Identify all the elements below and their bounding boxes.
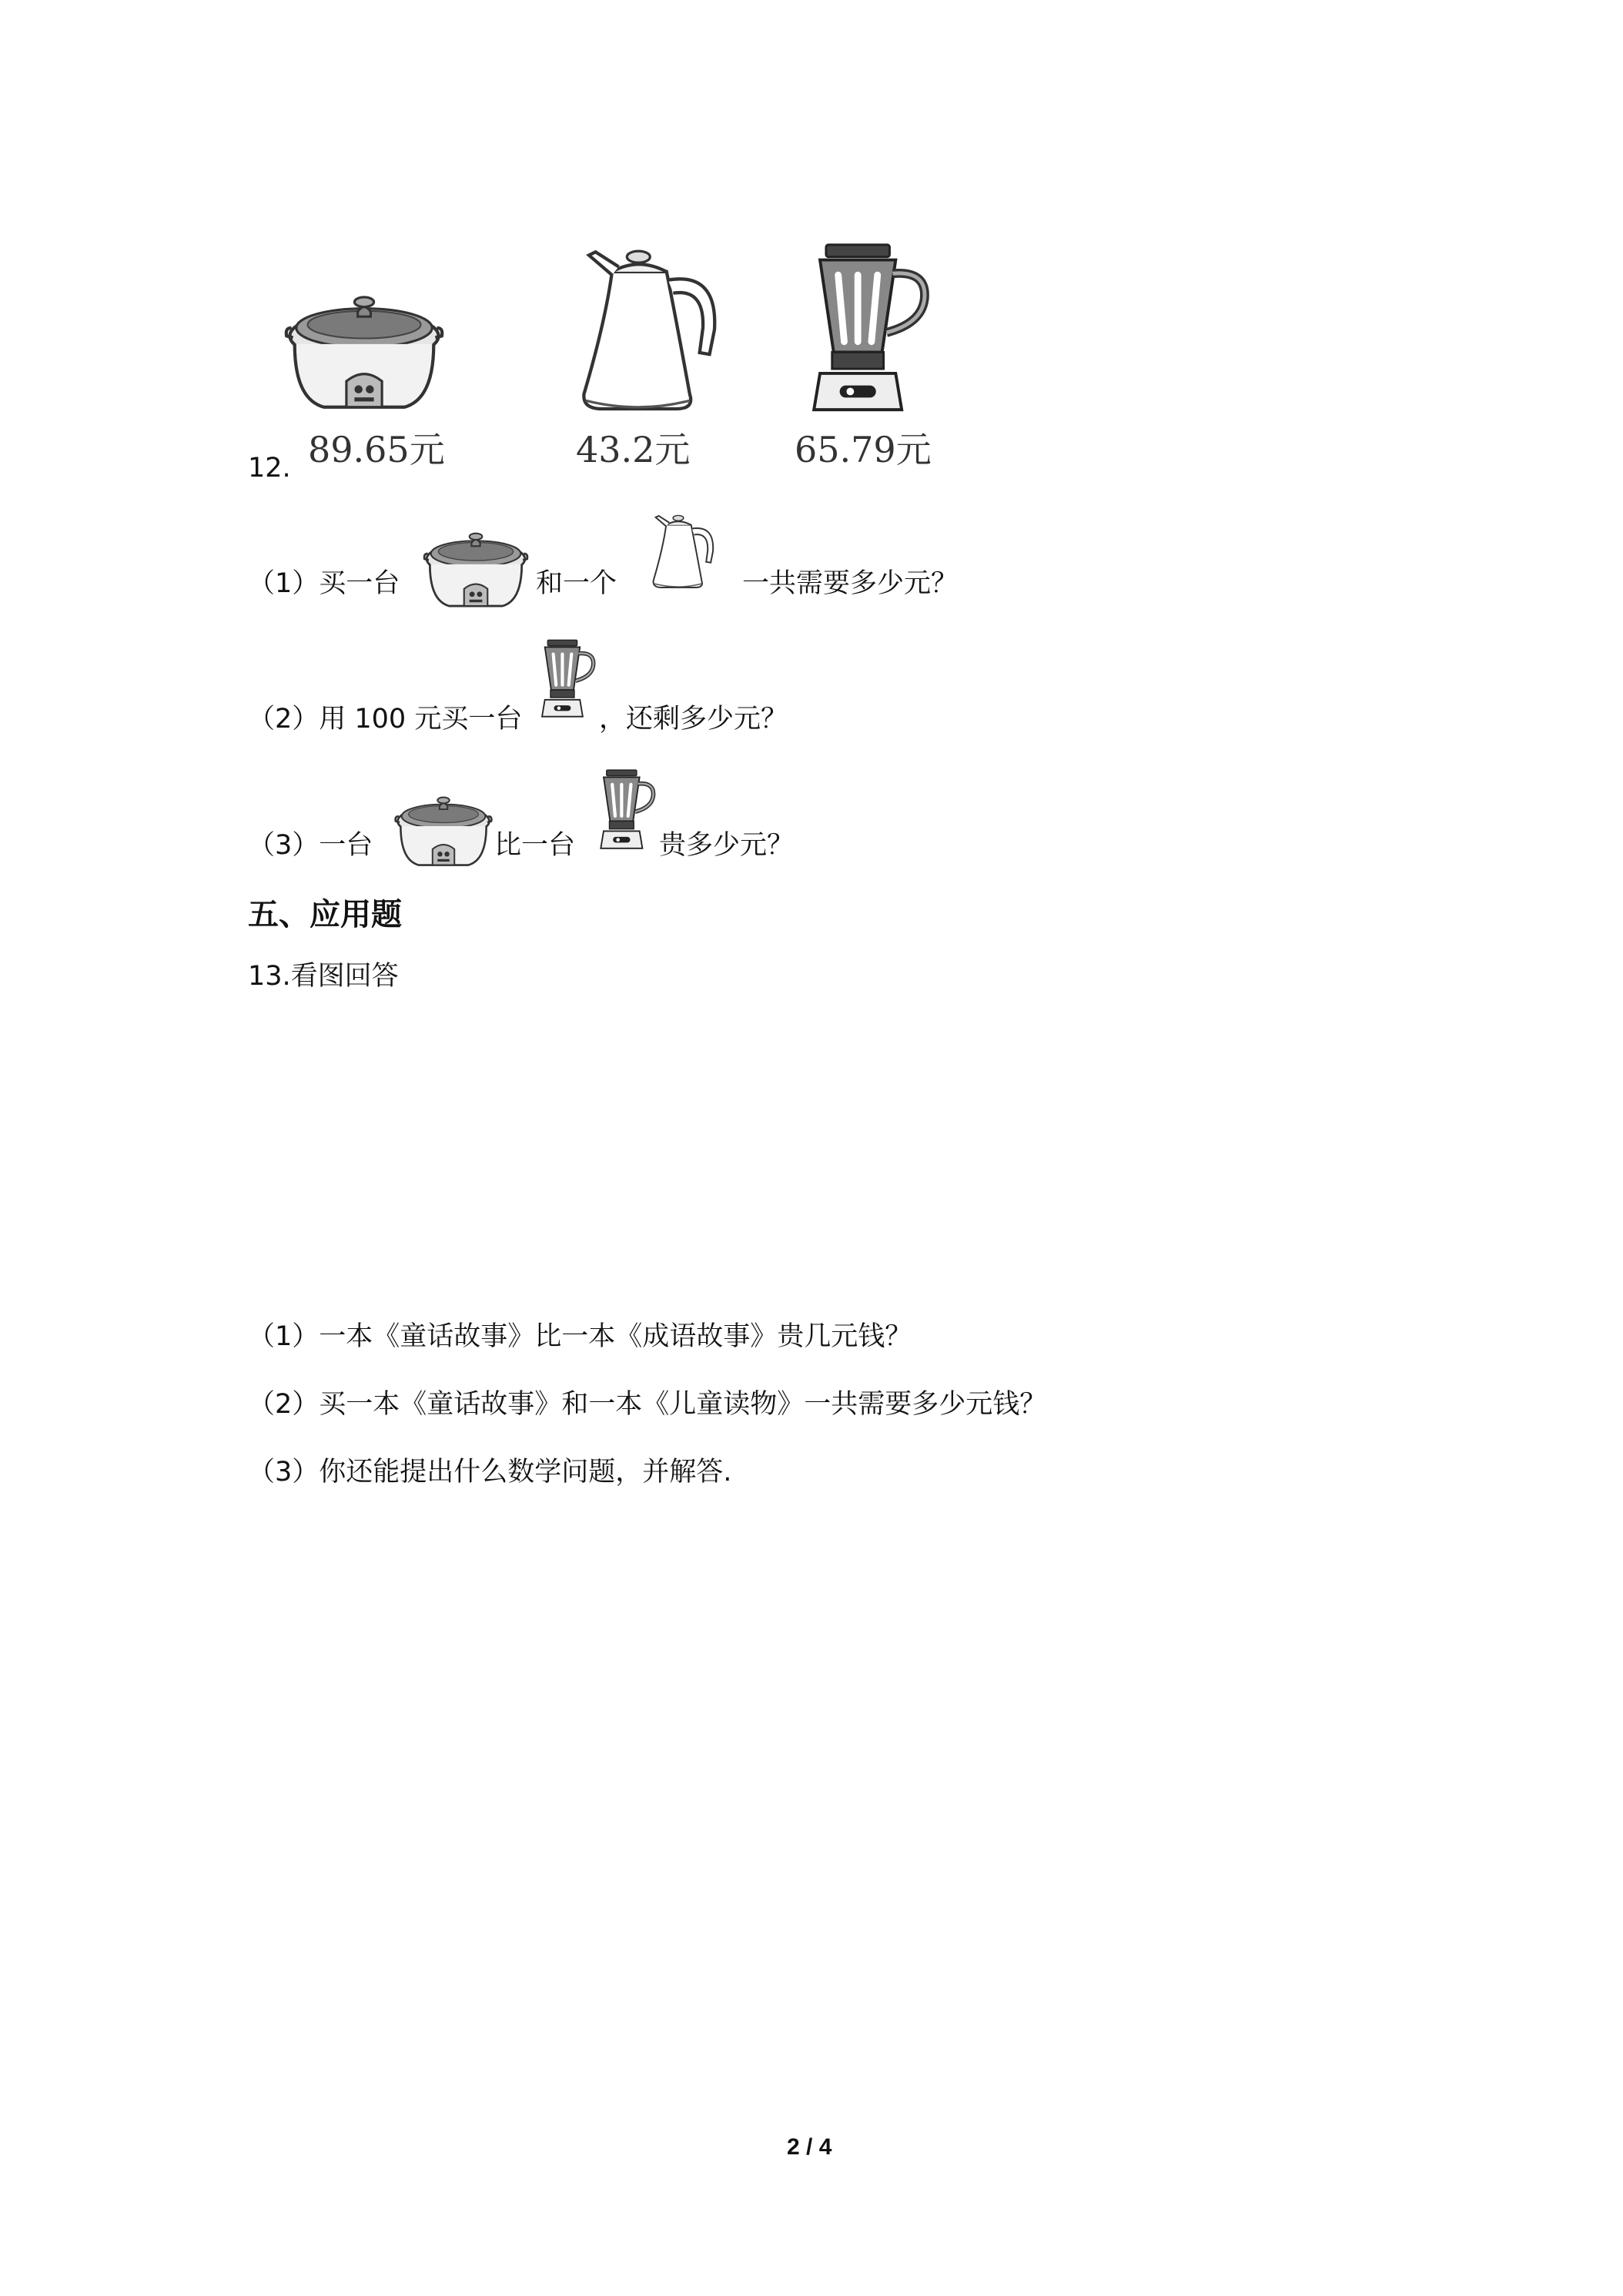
- q13-question-2: （2）买一本《童话故事》和一本《儿童读物》一共需要多少元钱？: [248, 1389, 1047, 1420]
- q12-sub3-part-b: 比一台: [494, 830, 576, 861]
- question-12-number: 12.: [248, 453, 291, 484]
- page-number: 2 / 4: [787, 2134, 832, 2160]
- question-13-title: 13.看图回答: [248, 961, 399, 992]
- q13-question-3: （3）你还能提出什么数学问题，并解答.: [248, 1457, 732, 1488]
- kettle-icon: [550, 239, 721, 420]
- rice-cooker-small-icon: [393, 785, 494, 870]
- q12-sub1-part-b: 和一个: [536, 568, 617, 599]
- q13-question-1: （1）一本《童话故事》比一本《成语故事》贵几元钱？: [248, 1321, 912, 1352]
- blender-icon: [796, 240, 935, 414]
- price-blender: 65.79元: [795, 429, 932, 470]
- blender-small-icon: [593, 764, 658, 855]
- price-kettle: 43.2元: [576, 429, 691, 470]
- q12-sub2-part-a: （2）用 100 元买一台: [248, 704, 523, 735]
- q12-sub3-part-a: （3）一台: [248, 830, 373, 861]
- rice-cooker-small-icon: [422, 520, 530, 611]
- price-rice-cooker: 89.65元: [308, 429, 445, 470]
- blender-small-icon: [534, 633, 597, 724]
- q12-sub1-part-c: 一共需要多少元？: [742, 568, 959, 599]
- q12-sub2-part-b: ，还剩多少元？: [599, 704, 788, 735]
- section-heading: 五、应用题: [248, 897, 402, 932]
- q12-sub1-part-a: （1）买一台: [248, 568, 400, 599]
- rice-cooker-icon: [283, 277, 445, 416]
- q12-sub3-part-c: 贵多少元？: [659, 830, 795, 861]
- kettle-small-icon: [639, 510, 714, 593]
